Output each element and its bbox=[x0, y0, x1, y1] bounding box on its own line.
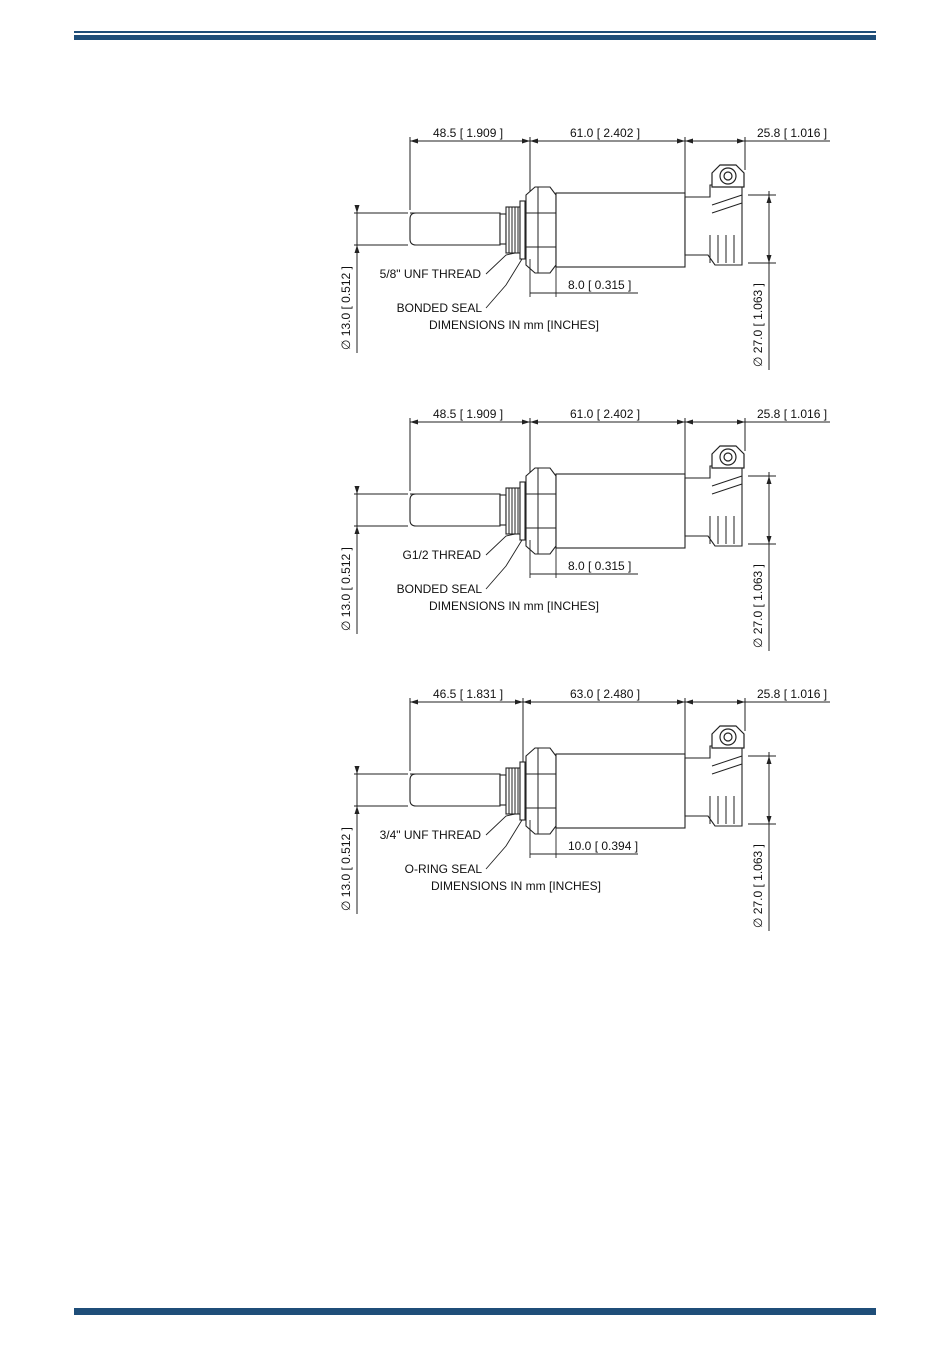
probe-neck bbox=[500, 495, 506, 525]
cable-gland-hole bbox=[724, 453, 732, 461]
sensor-drawing-svg bbox=[330, 406, 850, 656]
dim-probe-length: 48.5 [ 1.909 ] bbox=[433, 407, 504, 421]
arrow-body-bottom bbox=[767, 255, 772, 263]
arrow-body-top bbox=[767, 195, 772, 203]
arrow-body-right bbox=[685, 700, 693, 705]
dim-probe-length: 48.5 [ 1.909 ] bbox=[433, 126, 504, 140]
arrow-connector bbox=[737, 420, 745, 425]
arrow-body-right bbox=[685, 420, 693, 425]
arrow-probe-bottom bbox=[355, 526, 360, 534]
seal-label: O-RING SEAL bbox=[404, 862, 482, 876]
arrow-body-bottom bbox=[767, 536, 772, 544]
arrow-body-left bbox=[677, 700, 685, 705]
arrow-body-top bbox=[767, 476, 772, 484]
sensor-body bbox=[556, 193, 685, 267]
connector-housing bbox=[685, 746, 742, 826]
dim-body-length: 61.0 [ 2.402 ] bbox=[570, 126, 641, 140]
hex-nut bbox=[526, 187, 556, 273]
thread-label: G1/2 THREAD bbox=[402, 548, 481, 562]
arrow-body-left bbox=[677, 420, 685, 425]
header-rule-thick bbox=[74, 35, 876, 40]
arrow-body-left bbox=[677, 139, 685, 144]
arrow-thread-right bbox=[530, 420, 538, 425]
dim-connector-length: 25.8 [ 1.016 ] bbox=[757, 407, 828, 421]
sensor-body bbox=[556, 474, 685, 548]
units-note: DIMENSIONS IN mm [INCHES] bbox=[431, 879, 602, 893]
arrow-thread-left bbox=[522, 139, 530, 144]
arrow-connector bbox=[737, 700, 745, 705]
thread-label: 5/8" UNF THREAD bbox=[379, 267, 481, 281]
seal-label: BONDED SEAL bbox=[396, 582, 482, 596]
dim-connector-length: 25.8 [ 1.016 ] bbox=[757, 687, 828, 701]
thread-leader bbox=[486, 253, 515, 274]
header-rule bbox=[74, 31, 876, 40]
drawing-5-8-unf bbox=[330, 125, 850, 375]
dim-body-diameter: ∅ 27.0 [ 1.063 ] bbox=[751, 844, 765, 928]
arrow-probe-bottom bbox=[355, 806, 360, 814]
hex-nut bbox=[526, 748, 556, 834]
arrow-thread-right bbox=[523, 700, 531, 705]
header-rule-thin bbox=[74, 31, 876, 33]
thread-label: 3/4" UNF THREAD bbox=[379, 828, 481, 842]
arrow-probe-left bbox=[410, 139, 418, 144]
cable-gland-hole bbox=[724, 172, 732, 180]
probe-tip bbox=[410, 494, 500, 526]
dim-body-length: 63.0 [ 2.480 ] bbox=[570, 687, 641, 701]
sensor-body bbox=[556, 754, 685, 828]
drawing-3-4-unf bbox=[330, 686, 850, 936]
probe-tip bbox=[410, 774, 500, 806]
drawing-g1-2 bbox=[330, 406, 850, 656]
seal-washer bbox=[520, 201, 525, 259]
dim-seal-offset: 8.0 [ 0.315 ] bbox=[568, 559, 632, 573]
seal-label: BONDED SEAL bbox=[396, 301, 482, 315]
arrow-probe-bottom bbox=[355, 245, 360, 253]
seal-leader bbox=[486, 820, 522, 869]
dim-probe-length: 46.5 [ 1.831 ] bbox=[433, 687, 504, 701]
sensor-drawing-svg bbox=[330, 686, 850, 936]
arrow-probe-left bbox=[410, 420, 418, 425]
seal-leader bbox=[486, 540, 522, 589]
footer-rule bbox=[74, 1308, 876, 1315]
arrow-body-bottom bbox=[767, 816, 772, 824]
dim-body-diameter: ∅ 27.0 [ 1.063 ] bbox=[751, 564, 765, 648]
dim-seal-offset: 8.0 [ 0.315 ] bbox=[568, 278, 632, 292]
dim-probe-diameter: ∅ 13.0 [ 0.512 ] bbox=[339, 547, 353, 631]
probe-neck bbox=[500, 214, 506, 244]
hex-nut bbox=[526, 468, 556, 554]
arrow-body-right bbox=[685, 139, 693, 144]
sensor-drawing-svg bbox=[330, 125, 850, 375]
arrow-body-top bbox=[767, 756, 772, 764]
arrow-thread-right bbox=[530, 139, 538, 144]
connector-housing bbox=[685, 466, 742, 546]
arrow-probe-left bbox=[410, 700, 418, 705]
probe-tip bbox=[410, 213, 500, 245]
arrow-probe-top bbox=[355, 766, 360, 774]
cable-gland-hole bbox=[724, 733, 732, 741]
arrow-probe-top bbox=[355, 205, 360, 213]
dim-body-length: 61.0 [ 2.402 ] bbox=[570, 407, 641, 421]
connector-housing bbox=[685, 185, 742, 265]
dim-probe-diameter: ∅ 13.0 [ 0.512 ] bbox=[339, 266, 353, 350]
thread-leader bbox=[486, 814, 515, 835]
dim-body-diameter: ∅ 27.0 [ 1.063 ] bbox=[751, 283, 765, 367]
units-note: DIMENSIONS IN mm [INCHES] bbox=[429, 599, 600, 613]
units-note: DIMENSIONS IN mm [INCHES] bbox=[429, 318, 600, 332]
arrow-thread-left bbox=[515, 700, 523, 705]
thread-leader bbox=[486, 534, 515, 555]
seal-leader bbox=[486, 259, 522, 308]
arrow-connector bbox=[737, 139, 745, 144]
probe-neck bbox=[500, 775, 506, 805]
arrow-probe-top bbox=[355, 486, 360, 494]
arrow-thread-left bbox=[522, 420, 530, 425]
dim-connector-length: 25.8 [ 1.016 ] bbox=[757, 126, 828, 140]
dim-seal-offset: 10.0 [ 0.394 ] bbox=[568, 839, 639, 853]
dim-probe-diameter: ∅ 13.0 [ 0.512 ] bbox=[339, 827, 353, 911]
seal-washer bbox=[520, 762, 525, 820]
seal-washer bbox=[520, 482, 525, 540]
